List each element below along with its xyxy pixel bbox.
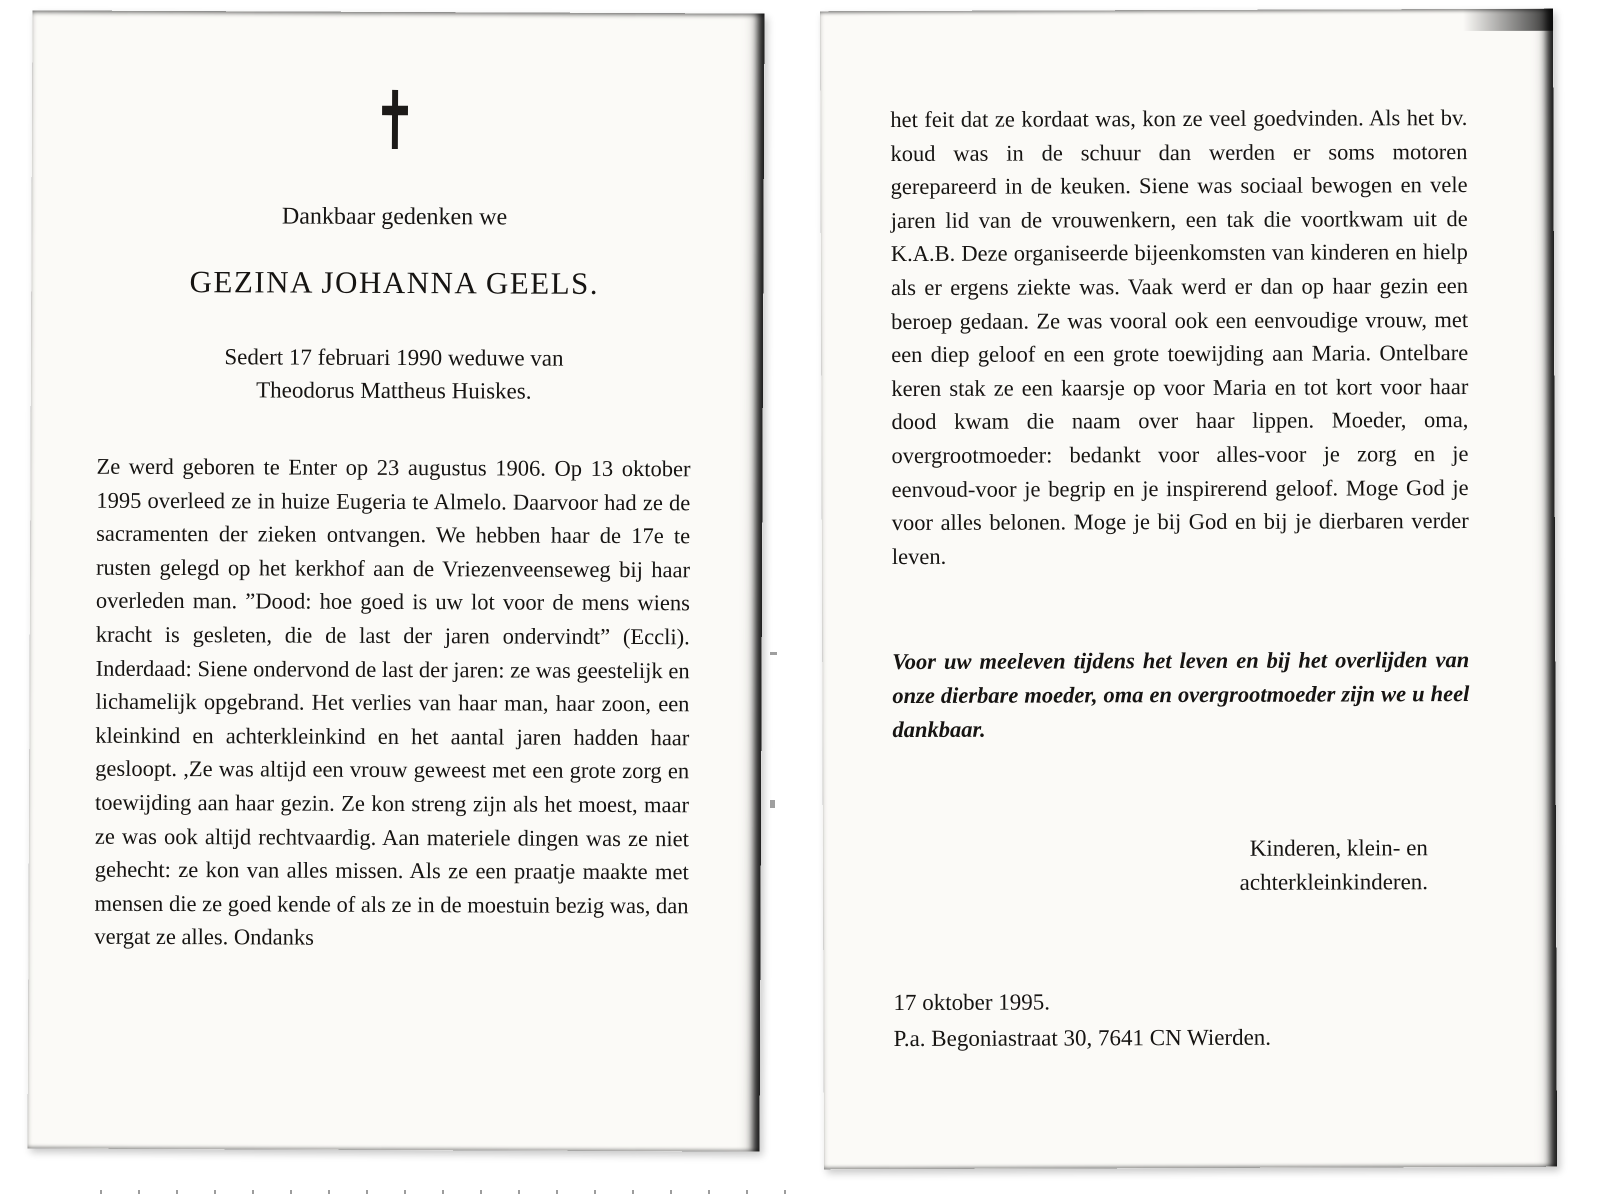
signature-line2: achterkleinkinderen. — [1239, 869, 1429, 896]
widow-subtitle-line1: Sedert 17 februari 1990 weduwe van — [224, 344, 564, 371]
fold-mark — [770, 800, 775, 808]
memorial-card-right-page — [820, 9, 1557, 1170]
date-line: 17 oktober 1995. — [893, 989, 1050, 1016]
cross-icon: ✝ — [373, 74, 417, 170]
address-line: P.a. Begoniastraat 30, 7641 CN Wierden. — [893, 1024, 1272, 1052]
scan-fold-marks — [770, 0, 780, 1200]
widow-subtitle — [97, 340, 691, 409]
widow-subtitle-line2: Theodorus Mattheus Huiskes. — [256, 377, 532, 404]
thanks-paragraph: Voor uw meeleven tijdens het leven en bij het overlijden van onze dierbare moeder, oma en overgrootmoeder zijn we u heel dankbaar. — [892, 647, 1470, 743]
intro-line: Dankbaar gedenken we — [281, 203, 508, 231]
scan-noise-specks — [100, 1190, 800, 1194]
right-page-body-text: het feit dat ze kordaat was, kon ze veel goedvinden. Als het bv. koud was in de schuur dan werden er soms motoren gerepareerd in de keuken. Siene was sociaal bewogen en vele jaren lid van de vrouwenkern, een tak die voortkwam uit de K.A.B. Deze organiseerde bijeenkomsten van kinderen en hielp als er ergens ziekte was. Vaak werd er dan op haar gezin een beroep gedaan. Ze was vooral ook een eenvoudige vrouw, met een diep geloof en een grote toewijding aan Maria. Ontelbare keren stak ze een kaarsje op voor Maria en tot kort voor haar dood kwam die naam over haar lippen. Moeder, oma, overgrootmoeder: bedankt voor alles-voor je zorg en je eenvoud-voor je begrip en je inspirerend geloof. Moge God je voor alles belonen. Moge je bij God en bij je dierbaren verder leven. — [890, 105, 1469, 569]
fold-mark — [770, 652, 777, 655]
signature-line1: Kinderen, klein- en — [1249, 835, 1428, 862]
memorial-card-left-page — [28, 10, 765, 1151]
left-page-body-text: Ze werd geboren te Enter op 23 augustus 1906. Op 13 oktober 1995 overleed ze in huize Eugeria te Almelo. Daarvoor had ze de sacramenten der zieken ontvangen. We hebben haar de 17e te rusten gelegd op het kerkhof aan de Vriezenveenseweg bij haar overleden man. ”Dood: hoe goed is uw lot voor de mens wiens kracht is gesleten, die de last der jaren ondervindt” (Eccli). Inderdaad: Siene ondervond de last der jaren: ze was geestelijk en lichamelijk opgebrand. Het verlies van haar man, haar zoon, een kleinkind en achterkleinkind en het aantal jaren hadden haar gesloopt. ,Ze was altijd een vrouw geweest met een grote zorg en toewijding aan haar gezin. Ze kon streng zijn als het moest, maar ze was ook altijd rechtvaardig. Aan materiele dingen was ze niet gehecht: ze kon van alles missen. Als ze een praatje maakte met mensen die ze goed kende of als ze in de moestuin bezig was, dan vergat ze alles. Ondanks — [94, 453, 691, 950]
signature-block — [893, 831, 1470, 901]
deceased-name: GEZINA JOHANNA GEELS. — [189, 264, 600, 301]
footer-block — [893, 983, 1470, 1057]
